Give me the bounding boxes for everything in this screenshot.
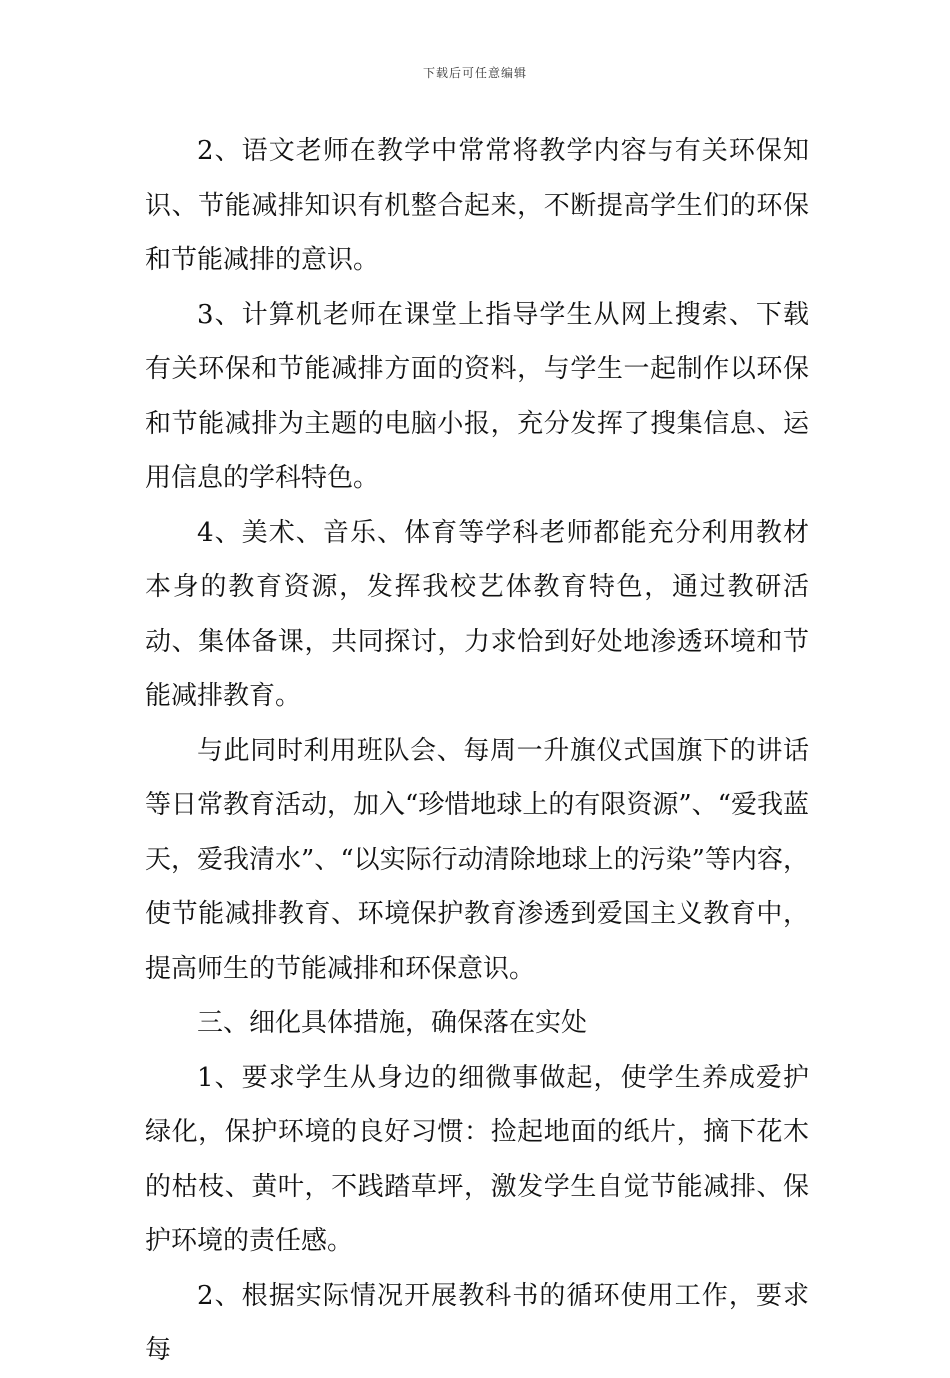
section-heading-measures: 三、细化具体措施，确保落在实处: [197, 1008, 588, 1038]
document-body: [145, 124, 809, 1378]
page-header-note: 下载后可任意编辑: [422, 66, 527, 80]
paragraph-chinese-teachers: 2、语文老师在教学中常常将教学内容与有关环保知识、节能减排知识有机整合起来，不断提高学生们的环保和节能减排的意识。: [145, 136, 809, 275]
paragraph-textbook-recycling: 2、根据实际情况开展教科书的循环使用工作，要求每: [145, 1280, 809, 1365]
paragraph-student-habits: 1、要求学生从身边的细微事做起，使学生养成爱护绿化，保护环境的良好习惯：捡起地面的纸片，摘下花木的枯枝、黄叶，不践踏草坪，激发学生自觉节能减排、保护环境的责任感。: [145, 1062, 809, 1256]
paragraph-art-music-pe-teachers: 4、美术、音乐、体育等学科老师都能充分利用教材本身的教育资源，发挥我校艺体教育特色，通过教研活动、集体备课，共同探讨，力求恰到好处地渗透环境和节能减排教育。: [145, 517, 809, 711]
paragraph-computer-teachers: 3、计算机老师在课堂上指导学生从网上搜索、下载有关环保和节能减排方面的资料，与学生一起制作以环保和节能减排为主题的电脑小报，充分发挥了搜集信息、运用信息的学科特色。: [145, 299, 809, 493]
paragraph-class-meetings: 与此同时利用班队会、每周一升旗仪式国旗下的讲话等日常教育活动，加入“珍惜地球上的有限资源”、“爱我蓝天，爱我清水”、“以实际行动清除地球上的污染”等内容，使节能减排教育、环境保护教育渗透到爱国主义教育中，提高师生的节能减排和环保意识。: [145, 735, 809, 984]
